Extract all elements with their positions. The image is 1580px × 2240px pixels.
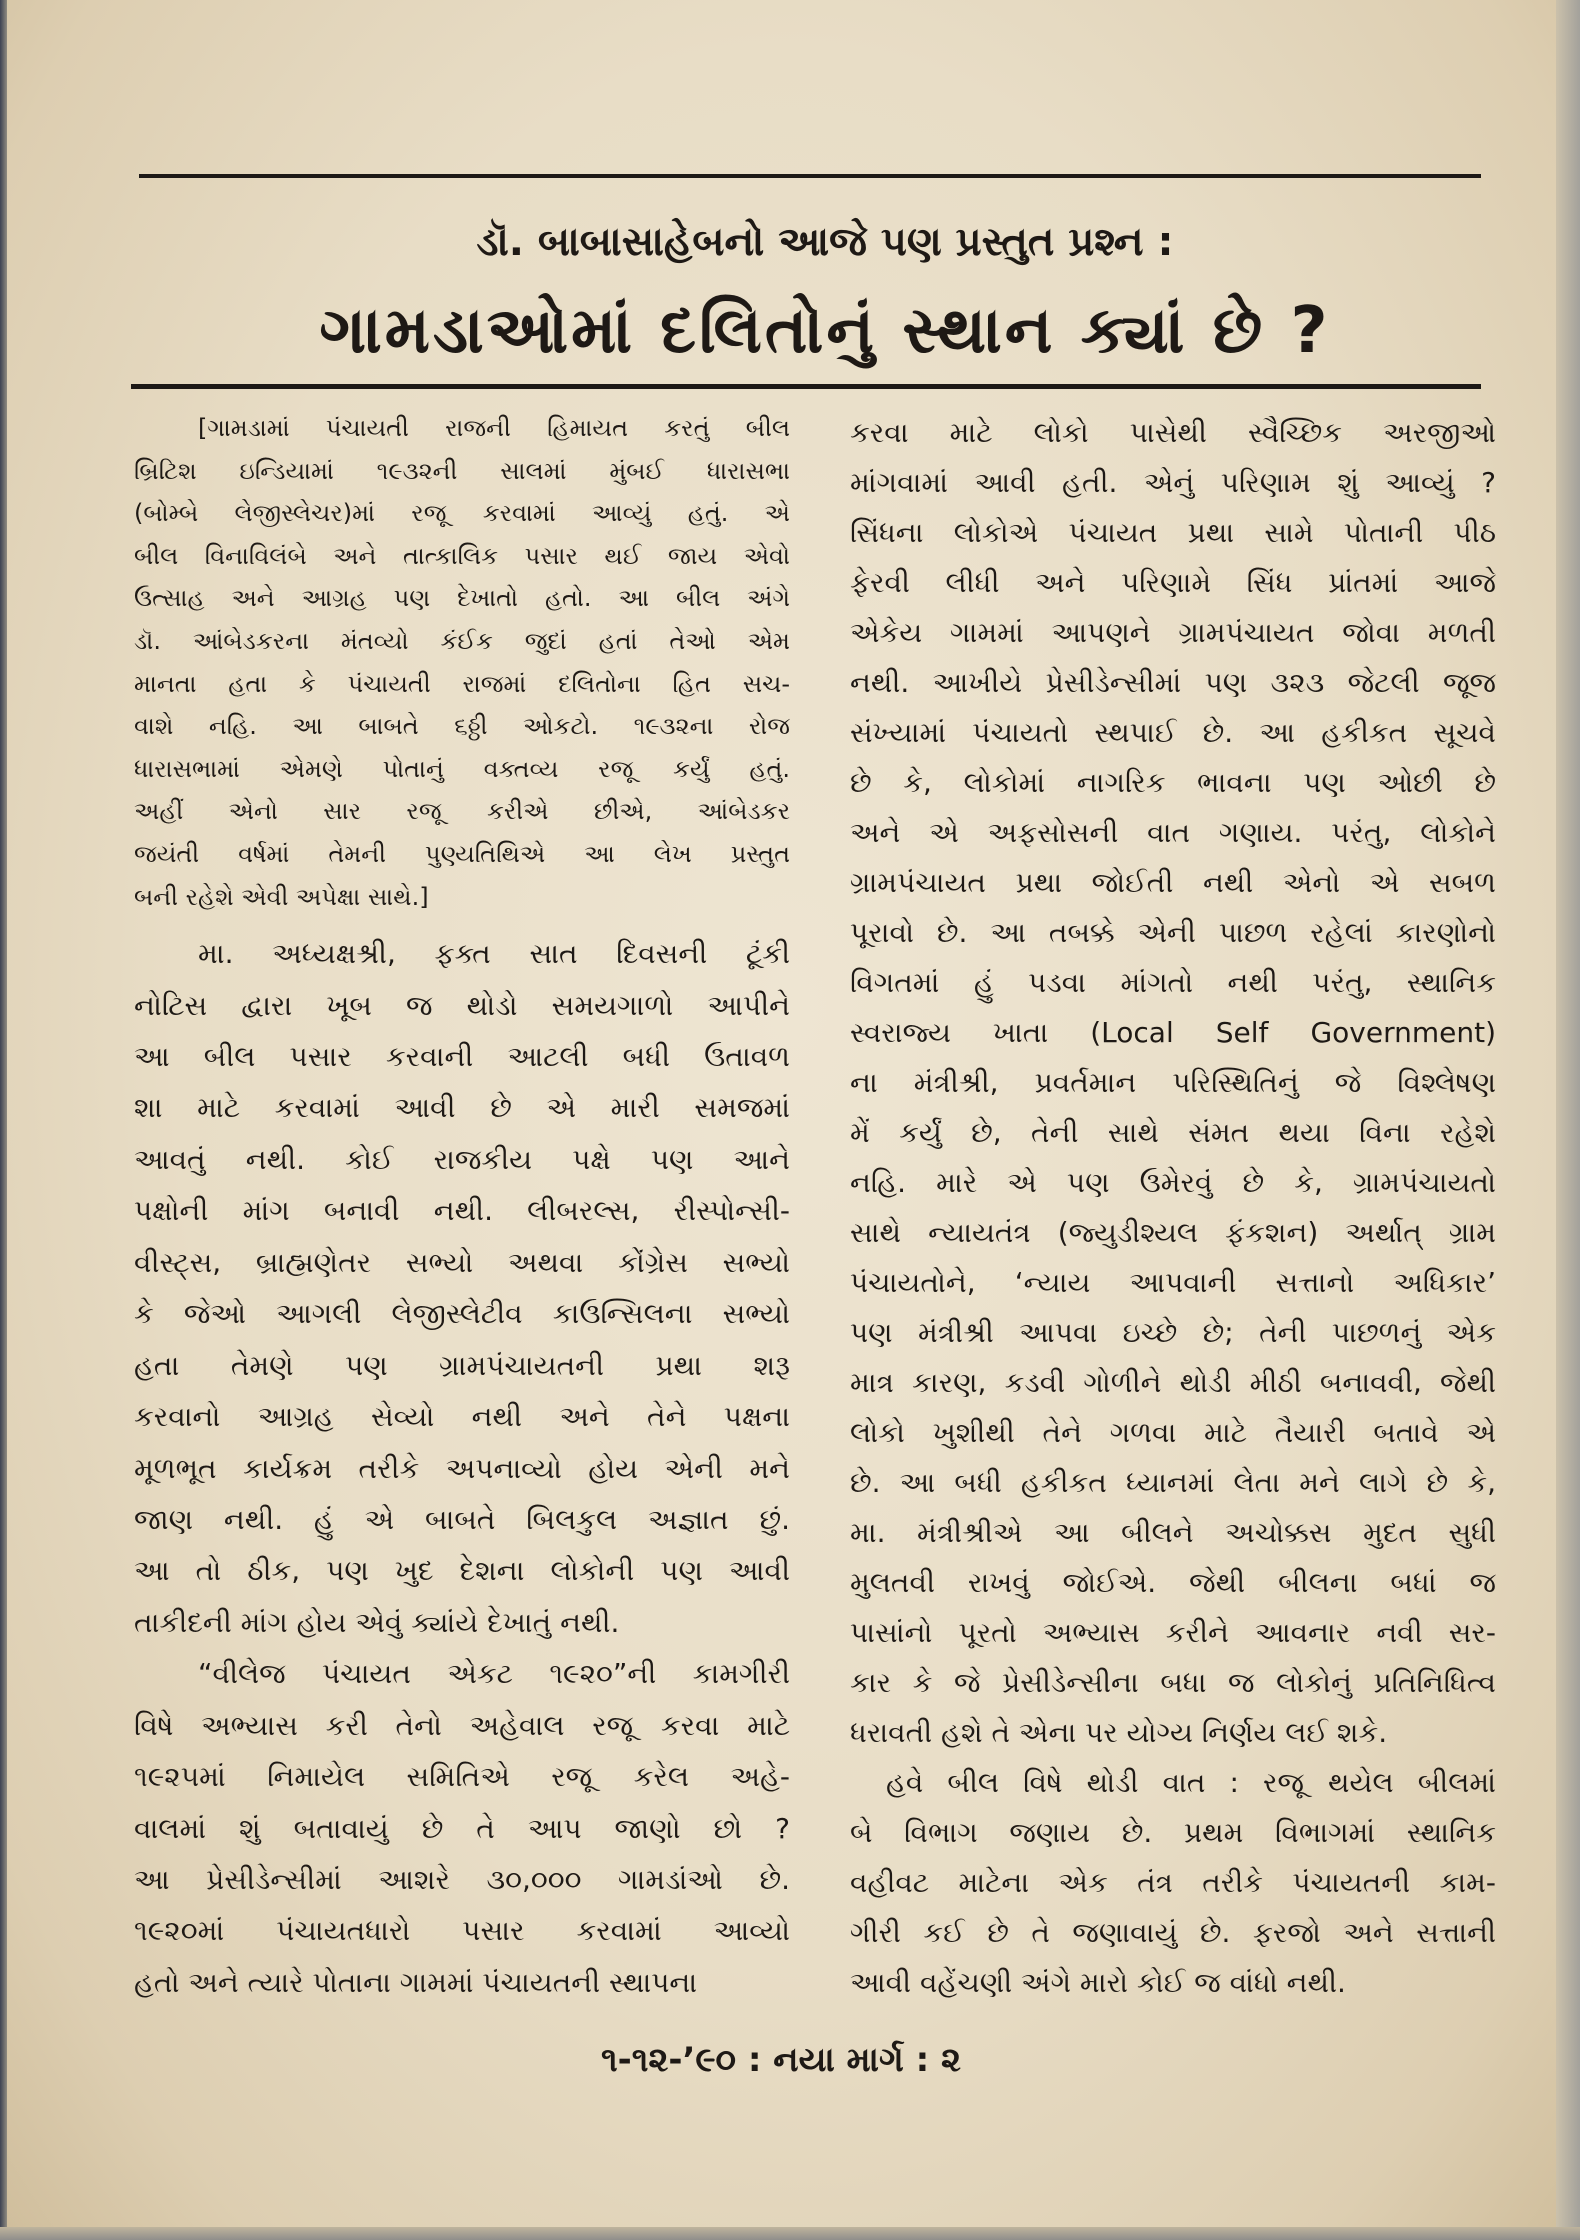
text-line: કરવા માટે લોકો પાસેથી સ્વૈચ્છિક અરજીઓ — [850, 416, 1496, 449]
text-line: ૧૯૨૫માં નિમાયેલ સમિતિએ રજૂ કરેલ અહે- — [134, 1760, 790, 1794]
text-line: કાર કે જે પ્રેસીડેન્સીના બધા જ લોકોનું પ્રતિનિધિત્વ — [850, 1666, 1496, 1699]
text-line: આ બીલ પસાર કરવાની આટલી બધી ઉતાવળ — [134, 1040, 790, 1073]
text-line: પણ મંત્રીશ્રી આપવા ઇચ્છે છે; તેની પાછળનું એક — [850, 1316, 1496, 1349]
text-line: ફેરવી લીધી અને પરિણામે સિંધ પ્રાંતમાં આજે — [850, 566, 1496, 599]
text-line: આ પ્રેસીડેન્સીમાં આશરે ૩૦,૦૦૦ ગામડાંઓ છે. — [134, 1863, 790, 1896]
paragraph — [850, 1758, 1496, 2008]
page-edge-bottom — [0, 2227, 1580, 2240]
text-line: સિંધના લોકોએ પંચાયત પ્રથા સામે પોતાની પીઠ — [850, 516, 1496, 549]
text-line: વિષે અભ્યાસ કરી તેનો અહેવાલ રજૂ કરવા માટે — [134, 1708, 790, 1742]
text-line: અહીં એનો સાર રજૂ કરીએ છીએ, આંબેડકર — [134, 797, 790, 826]
left-column — [134, 407, 790, 2008]
text-line: તાકીદની માંગ હોય એવું ક્યાંયે દેખાતું નથી. — [134, 1605, 620, 1639]
text-line: મા. અધ્યક્ષશ્રી, ફક્ત સાત દિવસની ટૂંકી — [198, 937, 790, 971]
text-line: સંખ્યામાં પંચાયતો સ્થપાઈ છે. આ હકીકત સૂચવે — [850, 716, 1496, 749]
text-line: નહિ. મારે એ પણ ઉમેરવું છે કે, ગ્રામપંચાયતો — [850, 1166, 1496, 1199]
text-line: મૂળભૂત કાર્યક્રમ તરીકે અપનાવ્યો હોય એની મને — [134, 1451, 790, 1485]
text-line: માત્ર કારણ, કડવી ગોળીને થોડી મીઠી બનાવવી, જેથી — [850, 1366, 1496, 1399]
text-line: હતો અને ત્યારે પોતાના ગામમાં પંચાયતની સ્થાપના — [134, 1965, 698, 1999]
text-line: ધારાસભામાં એમણે પોતાનું વક્તવ્ય રજૂ કર્યું હતું. — [134, 754, 790, 783]
article-title: ગામડાઓમાં દલિતોનું સ્થાન ક્યાં છે ? — [319, 294, 1331, 368]
text-line: વિગતમાં હું પડવા માંગતો નથી પરંતુ, સ્થાનિક — [850, 966, 1496, 999]
text-line: મુલતવી રાખવું જોઈએ. જેથી બીલના બધાં જ — [850, 1566, 1496, 1599]
paragraph — [134, 928, 790, 1648]
text-line: કરવાનો આગ્રહ સેવ્યો નથી અને તેને પક્ષના — [134, 1400, 790, 1434]
text-line: બ્રિટિશ ઇન્ડિયામાં ૧૯૩૨ની સાલમાં મુંબઈ ધારાસભા — [134, 456, 790, 485]
text-line: આવતું નથી. કોઈ રાજકીય પક્ષે પણ આને — [134, 1142, 790, 1176]
text-line: પૂરાવો છે. આ તબક્કે એની પાછળ રહેલાં કારણોનો — [850, 916, 1496, 949]
text-line: જાણ નથી. હું એ બાબતે બિલકુલ અજ્ઞાત છું. — [134, 1502, 790, 1536]
right-column — [850, 408, 1496, 2008]
text-line: ના મંત્રીશ્રી, પ્રવર્તમાન પરિસ્થિતિનું જે વિશ્લેષણ — [850, 1066, 1496, 1099]
text-line: સ્વરાજ્ય ખાતા (Local Self Government) — [850, 1016, 1496, 1049]
text-line: [ગામડામાં પંચાયતી રાજની હિમાયત કરતું બીલ — [198, 414, 790, 442]
article-kicker: ડૉ. બાબાસાહેબનો આજે પણ પ્રસ્તુત પ્રશ્ન : — [476, 219, 1174, 265]
text-line: મેં કર્યું છે, તેની સાથે સંમત થયા વિના રહેશે — [850, 1116, 1496, 1149]
text-line: છે. આ બધી હકીકત ધ્યાનમાં લેતા મને લાગે છે કે, — [850, 1466, 1496, 1499]
text-line: વીસ્ટ્સ, બ્રાહ્મણેતર સભ્યો અથવા કોંગ્રેસ સભ્યો — [134, 1245, 790, 1279]
text-line: જયંતી વર્ષમાં તેમની પુણ્યતિથિએ આ લેખ પ્રસ્તુત — [134, 839, 790, 868]
text-line: ગ્રામપંચાયત પ્રથા જોઈતી નથી એનો એ સબળ — [850, 866, 1496, 899]
text-line: ગીરી કઈ છે તે જણાવાયું છે. ફરજો અને સત્તાની — [850, 1916, 1496, 1949]
text-line: હતા તેમણે પણ ગ્રામપંચાયતની પ્રથા શરૂ — [134, 1348, 790, 1382]
editor-note — [134, 407, 790, 918]
text-line: વાલમાં શું બતાવાયું છે તે આપ જાણો છો ? — [134, 1811, 790, 1845]
text-line: શા માટે કરવામાં આવી છે એ મારી સમજમાં — [134, 1091, 790, 1125]
text-line: બની રહેશે એવી અપેક્ષા સાથે.] — [134, 882, 429, 911]
text-line: મા. મંત્રીશ્રીએ આ બીલને અચોક્કસ મુદત સુધી — [850, 1516, 1496, 1549]
text-line: ડૉ. આંબેડકરના મંતવ્યો કંઈક જુદાં હતાં તેઓ એમ — [134, 626, 790, 655]
paragraph-continued — [850, 408, 1496, 1758]
text-line: એકેય ગામમાં આપણને ગ્રામપંચાયત જોવા મળતી — [850, 616, 1496, 649]
text-line: વહીવટ માટેના એક તંત્ર તરીકે પંચાયતની કામ- — [850, 1866, 1496, 1899]
page-edge-left — [0, 0, 7, 2240]
text-line: સાથે ન્યાયતંત્ર (જ્યુડીશ્યલ ફંકશન) અર્થાત્ ગ્રામ — [850, 1216, 1496, 1249]
text-line: કે જેઓ આગલી લેજીસ્લેટીવ કાઉન્સિલના સભ્યો — [134, 1297, 790, 1331]
text-line: આવી વહેંચણી અંગે મારો કોઈ જ વાંધો નથી. — [850, 1966, 1346, 1999]
text-line: માંગવામાં આવી હતી. એનું પરિણામ શું આવ્યું ? — [850, 466, 1496, 499]
text-line: બીલ વિનાવિલંબે અને તાત્કાલિક પસાર થઈ જાય એવો — [134, 541, 790, 570]
text-line: છે કે, લોકોમાં નાગરિક ભાવના પણ ઓછી છે — [850, 766, 1496, 799]
text-line: હવે બીલ વિષે થોડી વાત : રજૂ થયેલ બીલમાં — [886, 1766, 1496, 1799]
text-line: ઉત્સાહ અને આગ્રહ પણ દેખાતો હતો. આ બીલ અંગે — [134, 584, 790, 613]
page-edge-right — [1556, 0, 1580, 2240]
text-line: ધરાવતી હશે તે એના પર યોગ્ય નિર્ણય લઈ શકે. — [850, 1716, 1388, 1749]
text-line: “વીલેજ પંચાયત એકટ ૧૯૨૦”ની કામગીરી — [198, 1657, 790, 1691]
header-rule-bottom — [131, 384, 1481, 389]
text-line: ૧૯૨૦માં પંચાયતધારો પસાર કરવામાં આવ્યો — [134, 1914, 790, 1948]
header-rule-top — [139, 174, 1481, 178]
text-line: આ તો ઠીક, પણ ખુદ દેશના લોકોની પણ આવી — [134, 1554, 790, 1588]
paragraph — [134, 1648, 790, 2008]
text-line: નથી. આખીયે પ્રેસીડેન્સીમાં પણ ૩૨૩ જેટલી જૂજ — [850, 666, 1496, 699]
text-line: (બોમ્બે લેજીસ્લેચર)માં રજૂ કરવામાં આવ્યું હતું. એ — [134, 499, 790, 528]
text-line: લોકો ખુશીથી તેને ગળવા માટે તૈયારી બતાવે એ — [850, 1416, 1496, 1449]
text-line: માનતા હતા કે પંચાયતી રાજમાં દલિતોના હિત સચ- — [134, 669, 790, 698]
text-line: વાશે નહિ. આ બાબતે ૬ઠ્ઠી ઓકટો. ૧૯૩૨ના રોજ — [134, 712, 790, 741]
text-line: બે વિભાગ જણાય છે. પ્રથમ વિભાગમાં સ્થાનિક — [850, 1816, 1496, 1849]
text-line: પાસાંનો પૂરતો અભ્યાસ કરીને આવનાર નવી સર- — [850, 1616, 1496, 1649]
text-line: અને એ અફસોસની વાત ગણાય. પરંતુ, લોકોને — [850, 816, 1496, 849]
text-line: પંચાયતોને, ‘ન્યાય આપવાની સત્તાનો અધિકાર’ — [850, 1266, 1496, 1299]
text-line: નોટિસ દ્વારા ખૂબ જ થોડો સમયગાળો આપીને — [134, 988, 790, 1022]
page-footer: ૧-૧૨-’૯૦ : નયા માર્ગ : ૨ — [600, 2040, 961, 2080]
text-line: પક્ષોની માંગ બનાવી નથી. લીબરલ્સ, રીસ્પોન્સી- — [134, 1194, 790, 1228]
